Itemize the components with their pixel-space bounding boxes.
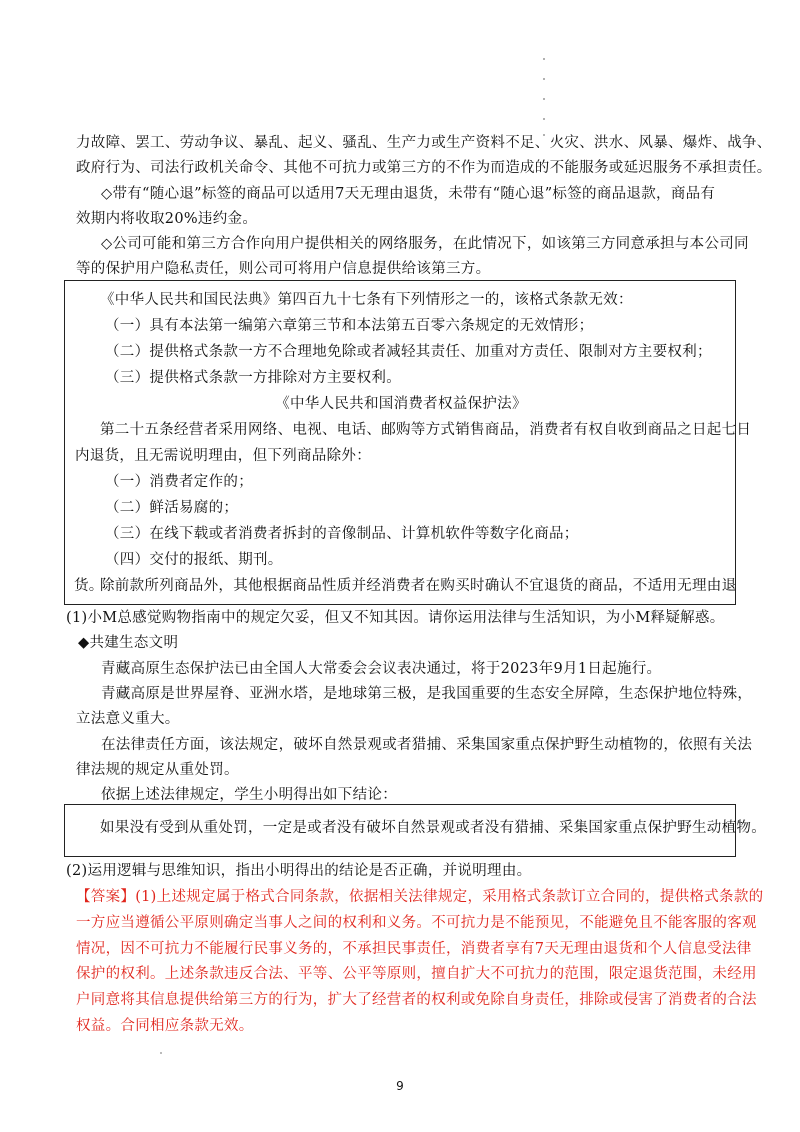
law-line: （一）具有本法第一编第六章第三节和本法第五百零六条规定的无效情形； [105, 318, 594, 334]
conclusion-box [64, 804, 766, 857]
decorative-dots [543, 58, 547, 136]
section-title: ◆共建生态文明 [78, 635, 179, 651]
law-line: （三）提供格式条款一方排除对方主要权利。 [105, 370, 401, 386]
eco-text-line: 青藏高原生态保护法已由全国人大常委会会议表决通过，将于2023年9月1日起施行。 [101, 661, 662, 677]
top-text-line: ◇公司可能和第三方合作向用户提供相关的网络服务，在此情况下，如该第三方同意承担与本公司同 [101, 236, 749, 252]
law-excerpt-box [64, 280, 752, 605]
decorative-dot [160, 1052, 162, 1054]
law-line: 内退货，且无需说明理由，但下列商品除外： [75, 448, 371, 464]
law-line: 货。 [74, 578, 104, 594]
top-text-line: 政府行为、司法行政机关命令、其他不可抗力或第三方的不作为而造成的不能服务或延迟服务不承担责任。 [76, 160, 772, 176]
top-text-line: 效期内将收取20%违约金。 [76, 211, 258, 227]
top-text-line: 等的保护用户隐私责任，则公司可将用户信息提供给该第三方。 [76, 261, 491, 277]
top-text-line: 力故障、罢工、劳动争议、暴乱、起义、骚乱、生产力或生产资料不足、火灾、洪水、风暴、爆炸、战争、 [76, 135, 772, 151]
law-line: 除前款所列商品外，其他根据商品性质并经消费者在购买时确认不宜退货的商品，不适用无理由退 [100, 578, 737, 594]
law-line: （三）在线下载或者消费者拆封的音像制品、计算机软件等数字化商品； [105, 526, 579, 542]
law-line: （二）鲜活易腐的； [105, 500, 239, 516]
answer-line: 保护的权利。上述条款违反合法、平等、公平等原则，擅自扩大不可抗力的范围，限定退货范围，未经用 [76, 966, 757, 982]
answer-line: 一方应当遵循公平原则确定当事人之间的权利和义务。不可抗力是不能预见，不能避免且不能客服的客观 [76, 915, 757, 931]
answer-line: 情况，因不可抗力不能履行民事义务的，不承担民事责任，消费者享有7天无理由退货和个人信息受法律 [76, 941, 752, 957]
answer-line: 户同意将其信息提供给第三方的行为，扩大了经营者的权利或免除自身责任，排除或侵害了消费者的合法 [76, 992, 757, 1008]
eco-text-line: 青藏高原是世界屋脊、亚洲水塔，是地球第三极，是我国重要的生态安全屏障，生态保护地位特殊， [101, 686, 753, 702]
answer-tag: 【答案】 [76, 889, 136, 905]
answer-line: 权益。合同相应条款无效。 [76, 1018, 254, 1034]
law-line: （二）提供格式条款一方不合理地免除或者减轻其责任、加重对方责任、限制对方主要权利； [105, 344, 712, 360]
top-text-line: ◇带有“随心退”标签的商品可以适用7天无理由退货，未带有“随心退”标签的商品退款，商品有 [101, 186, 716, 202]
question-1: (1)小M总感觉购物指南中的规定欠妥，但又不知其因。请你运用法律与生活知识，为小M释疑解惑。 [66, 610, 725, 626]
conclusion-text: 如果没有受到从重处罚，一定是或者没有破坏自然景观或者没有猎捕、采集国家重点保护野生动植物。 [100, 820, 766, 836]
law-line: 第二十五条经营者采用网络、电视、电话、邮购等方式销售商品，消费者有权自收到商品之日起七日 [100, 422, 752, 438]
eco-text-line: 在法律责任方面，该法规定，破坏自然景观或者猎捕、采集国家重点保护野生动植物的，依照有关法 [101, 737, 753, 753]
page-number: 9 [396, 1079, 404, 1093]
eco-text-line: 依据上述法律规定，学生小明得出如下结论： [101, 787, 397, 803]
law-line: （一）消费者定作的； [105, 474, 253, 490]
answer-line [76, 887, 764, 907]
question-2: (2)运用逻辑与思维知识，指出小明得出的结论是否正确，并说明理由。 [66, 863, 532, 879]
answer-text: (1)上述规定属于格式合同条款，依据相关法律规定，采用格式条款订立合同的，提供格式条款的 [135, 889, 764, 905]
eco-text-line: 立法意义重大。 [76, 711, 180, 727]
eco-text-line: 律法规的规定从重处罚。 [76, 762, 239, 778]
law-line: （四）交付的报纸、期刊。 [105, 552, 283, 568]
law-title: 《中华人民共和国消费者权益保护法》 [275, 396, 527, 412]
law-line: 《中华人民共和国民法典》第四百九十七条有下列情形之一的，该格式条款无效： [100, 292, 633, 308]
